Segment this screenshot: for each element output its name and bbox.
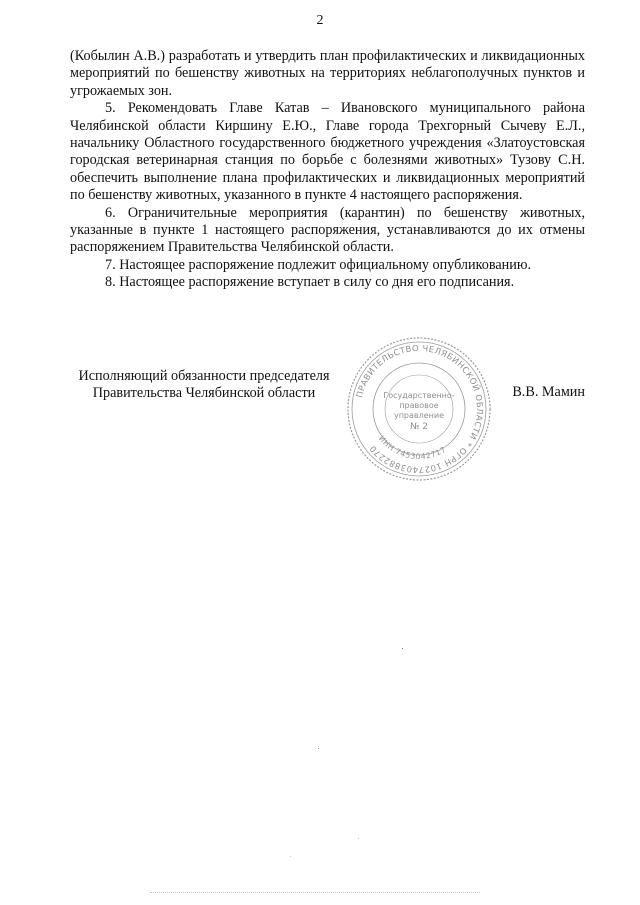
- scan-artifact-line: [150, 892, 480, 893]
- signatory-name: В.В. Мамин: [512, 384, 585, 400]
- paragraph-8: 8. Настоящее распоряжение вступает в силу со дня его подписания.: [105, 274, 515, 291]
- scan-speck: [290, 856, 291, 857]
- signature-block: [70, 364, 585, 464]
- seal-center-line-4: № 2: [410, 422, 428, 432]
- paragraph-5: 5. Рекомендовать Главе Катав – Ивановского муниципального района Челябинской области Киршину Е.Ю., Главе города Трехгорный Сычеву Е.Л., начальнику Областного государственного бюджетного учреждения «Златоустовская городская ветеринарная станция по борьбе с болезнями животных» Тузову С.Н. обеспечить выполнение плана профилактических и ликвидационных мероприятий по бешенству животных, указанного в пункте 4 настоящего распоряжения.: [70, 100, 585, 204]
- document-body: [70, 48, 585, 292]
- seal-inner-text: ИНН 7453042717: [376, 433, 448, 462]
- seal-center-line-2: правовое: [399, 401, 439, 410]
- seal-stamp-icon: [344, 334, 494, 484]
- seal-outer-text: ПРАВИТЕЛЬСТВО ЧЕЛЯБИНСКОЙ ОБЛАСТИ * ОГРН 1027403882270: [354, 342, 486, 476]
- official-seal: [344, 334, 494, 484]
- paragraph-6: 6. Ограничительные мероприятия (карантин) по бешенству животных, указанные в пункте 1 настоящего распоряжения, устанавливаются до их отмены распоряжением Правительства Челябинской области.: [70, 204, 585, 256]
- paragraph-7: 7. Настоящее распоряжение подлежит официальному опубликованию.: [105, 256, 532, 273]
- page-number: 2: [316, 13, 324, 28]
- paragraph-continuation: (Кобылин А.В.) разработать и утвердить план профилактических и ликвидационных мероприятий по бешенству животных на территориях неблагополучных пунктов и угрожаемых зон.: [70, 48, 585, 99]
- scan-speck: [318, 748, 319, 749]
- signatory-title-line-1: Исполняющий обязанности председателя: [78, 368, 330, 384]
- signatory-title: [70, 368, 338, 403]
- signatory-title-line-2: Правительства Челябинской области: [92, 385, 316, 402]
- seal-center-line-1: Государственно-: [383, 391, 455, 400]
- seal-center-line-3: управление: [393, 411, 445, 420]
- scan-speck: [402, 648, 403, 649]
- scan-speck: [358, 838, 359, 839]
